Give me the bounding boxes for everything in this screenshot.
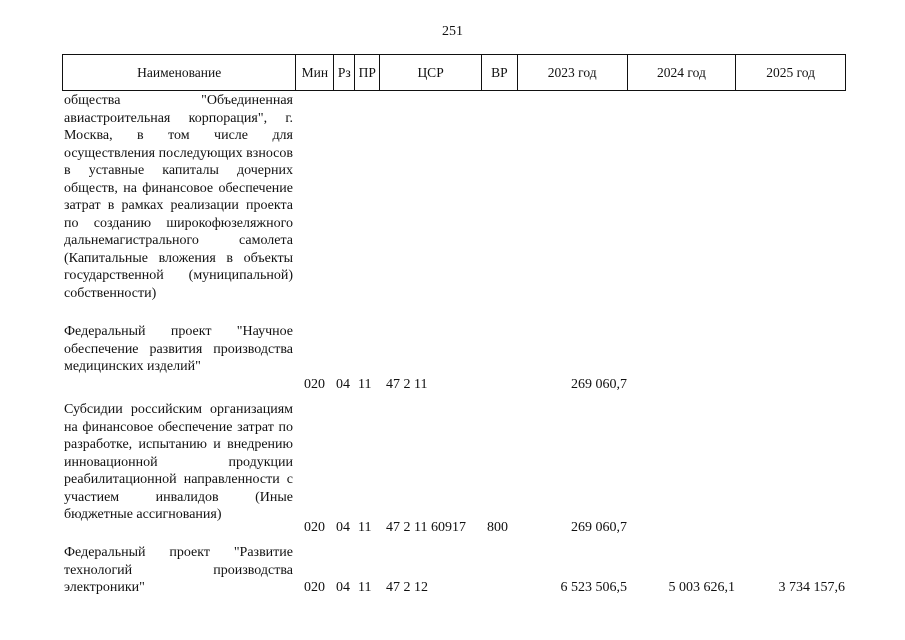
header-pr: ПР <box>355 55 380 90</box>
row-pr: 11 <box>358 520 372 535</box>
row-name: Федеральный проект "Развитие технологий производства электроники" <box>64 545 293 595</box>
row-name: общества "Объединенная авиастроительная корпорация", г. Москва, в том числе для осуществления последующих взносов в уставные капиталы дочерних обществ, на финансовое обеспечение затрат в рамках реализации проекта по созданию широкофюзеляжного дальнемагистрального самолета (Капитальные вложения в объекты государственной (муниципальной) собственности) <box>64 93 293 301</box>
row-csr: 47 2 11 <box>386 377 428 392</box>
row-name: Федеральный проект "Научное обеспечение развития производства медицинских изделий" <box>64 324 293 374</box>
page-number: 251 <box>442 24 463 39</box>
row-rz: 04 <box>336 520 350 535</box>
row-rz: 04 <box>336 377 350 392</box>
table-header <box>62 54 846 91</box>
header-2025: 2025 год <box>766 64 816 80</box>
row-pr: 11 <box>358 580 372 595</box>
row-2023: 6 523 506,5 <box>560 580 627 595</box>
header-2023: 2023 год <box>518 55 628 90</box>
row-min: 020 <box>304 580 325 595</box>
row-csr: 47 2 12 <box>386 580 428 595</box>
row-pr: 11 <box>358 377 372 392</box>
row-min: 020 <box>304 520 325 535</box>
header-min: Мин <box>296 55 334 90</box>
header-rz: Рз <box>334 55 355 90</box>
row-vr: 800 <box>487 520 508 535</box>
row-rz: 04 <box>336 580 350 595</box>
header-vr: ВР <box>482 55 518 90</box>
row-2023: 269 060,7 <box>571 377 627 392</box>
row-2025: 3 734 157,6 <box>778 580 845 595</box>
row-name: Субсидии российским организациям на финансовое обеспечение затрат по разработке, испытанию и внедрению инновационной продукции реабилитационной направленности с участием инвалидов (Иные бюджетные ассигнования) <box>64 402 293 522</box>
header-2024: 2024 год <box>628 55 737 90</box>
row-csr: 47 2 11 60917 <box>386 520 466 535</box>
row-2024: 5 003 626,1 <box>668 580 735 595</box>
row-2023: 269 060,7 <box>571 520 627 535</box>
header-name: Наименование <box>63 55 296 90</box>
header-csr: ЦСР <box>380 55 482 90</box>
row-min: 020 <box>304 377 325 392</box>
